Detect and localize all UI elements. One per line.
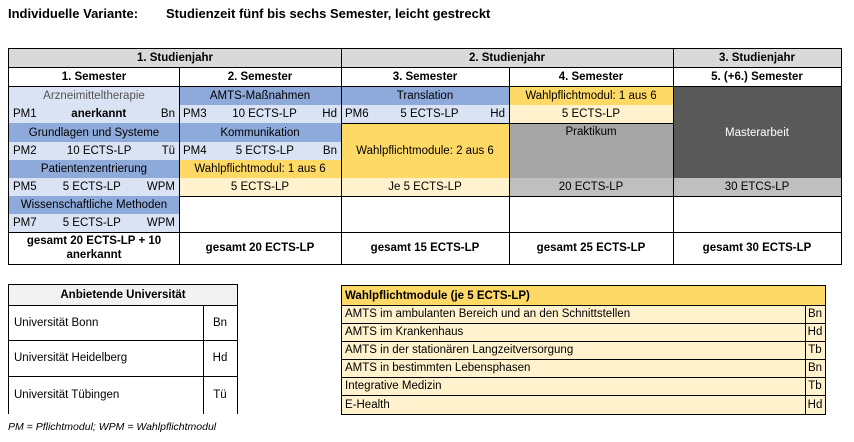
university-bonn: Universität Bonn (14, 316, 99, 329)
table-border (341, 414, 826, 415)
university-heidelberg-abbr: Hd (212, 352, 228, 364)
module-pm2-title: Grundlagen und Systeme (9, 123, 179, 142)
table-border (179, 67, 180, 265)
module-pm2-details (9, 142, 179, 160)
table-border (673, 48, 674, 265)
elective-item: Integrative Medizin (341, 377, 805, 395)
module-university: Bn (160, 108, 175, 120)
module-pm4-details (179, 142, 341, 160)
elective-item-abbr: Tb (805, 377, 825, 395)
elective-item-abbr: Bn (805, 359, 825, 377)
table-border (341, 123, 509, 124)
semester-4-header: 4. Semester (558, 70, 624, 83)
module-university: Tü (161, 145, 175, 157)
table-border (825, 285, 826, 415)
table-border (341, 341, 826, 342)
table-border (341, 323, 826, 324)
module-pm7-title: Wissenschaftliche Methoden (9, 196, 179, 214)
year-3-header: 3. Studienjahr (673, 49, 841, 67)
table-border (8, 284, 9, 414)
module-pm3-title: AMTS-Maßnahmen (179, 87, 341, 105)
module-ects: 10 ECTS-LP (66, 145, 132, 157)
module-ects: anerkannt (71, 108, 127, 120)
semester-2-total: gesamt 20 ECTS-LP (205, 242, 315, 254)
module-pm6-details (341, 105, 509, 123)
table-border (341, 48, 342, 265)
table-border (9, 67, 842, 68)
module-pm6-title: Translation (341, 87, 509, 105)
module-code: PM3 (183, 108, 207, 120)
semester-3-total: gesamt 15 ECTS-LP (370, 242, 480, 254)
module-ects: 5 ECTS-LP (62, 217, 121, 229)
table-border (9, 86, 842, 87)
semester-5-total: gesamt 30 ECTS-LP (702, 242, 812, 254)
module-pm1-title: Arzneimitteltherapie (9, 87, 179, 105)
table-border (509, 67, 510, 265)
table-border (9, 48, 842, 49)
abbreviation-legend: PM = Pflichtmodul; WPM = Wahlpflichtmodul (8, 421, 217, 433)
module-university: Hd (322, 108, 337, 120)
semester-1-total: gesamt 20 ECTS-LP + 10 anerkannt (26, 235, 162, 261)
table-border (341, 395, 826, 396)
elective-item-abbr: Hd (805, 323, 825, 341)
semester-2-header: 2. Semester (227, 70, 293, 83)
module-pm7-details (9, 214, 179, 232)
page-title: Studienzeit fünf bis sechs Semester, leicht gestreckt (166, 6, 491, 21)
table-border (179, 196, 842, 197)
table-border (8, 284, 238, 285)
variant-label: Individuelle Variante: (8, 6, 139, 21)
electives-title: Wahlpflichtmodule (je 5 ECTS-LP) (341, 286, 825, 305)
masterarbeit-title: Masterarbeit (673, 87, 841, 178)
elective-item: AMTS in der stationären Langzeitversorgung (341, 341, 805, 359)
elective-item: AMTS im Krankenhaus (341, 323, 805, 341)
elective-sem3-ects: Je 5 ECTS-LP (341, 178, 509, 196)
table-border (9, 264, 842, 265)
masterarbeit-ects: 30 ETCS-LP (673, 178, 841, 196)
module-university: WPM (146, 181, 175, 193)
semester-1-header: 1. Semester (61, 70, 127, 83)
table-border (341, 285, 342, 415)
module-pm3-details (179, 105, 341, 123)
praktikum-title: Praktikum (509, 123, 673, 178)
table-border (341, 377, 826, 378)
table-border (805, 305, 806, 415)
university-tuebingen: Universität Tübingen (14, 388, 120, 401)
module-pm5-title: Patientenzentrierung (9, 160, 179, 178)
semester-4-total: gesamt 25 ECTS-LP (536, 242, 646, 254)
module-code: PM2 (13, 145, 37, 157)
module-code: PM6 (345, 108, 369, 120)
university-heidelberg: Universität Heidelberg (14, 352, 128, 364)
table-border (341, 285, 826, 286)
module-pm1-details (9, 105, 179, 123)
elective-sem2-ects: 5 ECTS-LP (179, 178, 341, 196)
module-university: Bn (322, 145, 337, 157)
module-ects: 5 ECTS-LP (235, 145, 294, 157)
table-border (341, 305, 826, 306)
table-border (341, 359, 826, 360)
table-border (9, 232, 842, 233)
module-ects: 5 ECTS-LP (62, 181, 121, 193)
module-pm4-title: Kommunikation (179, 123, 341, 142)
year-1-header: 1. Studienjahr (9, 49, 341, 67)
module-university: Hd (490, 108, 505, 120)
table-border (841, 48, 842, 265)
module-code: PM1 (13, 108, 37, 120)
module-code: PM5 (13, 181, 37, 193)
elective-item: AMTS im ambulanten Bereich und an den Schnittstellen (341, 305, 805, 323)
elective-item-abbr: Tb (805, 341, 825, 359)
elective-sem4-title: Wahlpflichtmodul: 1 aus 6 (509, 87, 673, 105)
year-2-header: 2. Studienjahr (341, 49, 673, 67)
table-border (237, 284, 238, 414)
university-bonn-abbr: Bn (212, 316, 228, 329)
table-border (203, 305, 204, 414)
elective-item: AMTS in bestimmten Lebensphasen (341, 359, 805, 377)
table-border (509, 123, 673, 124)
module-university: WPM (146, 217, 175, 229)
praktikum-ects: 20 ECTS-LP (509, 178, 673, 196)
elective-item: E-Health (341, 395, 805, 414)
elective-sem4-ects: 5 ECTS-LP (509, 105, 673, 123)
semester-5-header: 5. (+6.) Semester (711, 70, 803, 83)
universities-title: Anbietende Universität (9, 285, 237, 305)
elective-sem2-title: Wahlpflichtmodul: 1 aus 6 (179, 160, 341, 178)
university-tuebingen-abbr: Tü (213, 388, 227, 401)
module-pm5-details (9, 178, 179, 196)
table-border (8, 48, 9, 265)
elective-item-abbr: Bn (805, 305, 825, 323)
elective-item-abbr: Hd (805, 395, 825, 414)
elective-sem3-title: Wahlpflichtmodule: 2 aus 6 (341, 123, 509, 178)
module-code: PM7 (13, 217, 37, 229)
module-ects: 5 ECTS-LP (400, 108, 459, 120)
module-ects: 10 ECTS-LP (232, 108, 297, 120)
module-code: PM4 (183, 145, 207, 157)
semester-3-header: 3. Semester (392, 70, 458, 83)
